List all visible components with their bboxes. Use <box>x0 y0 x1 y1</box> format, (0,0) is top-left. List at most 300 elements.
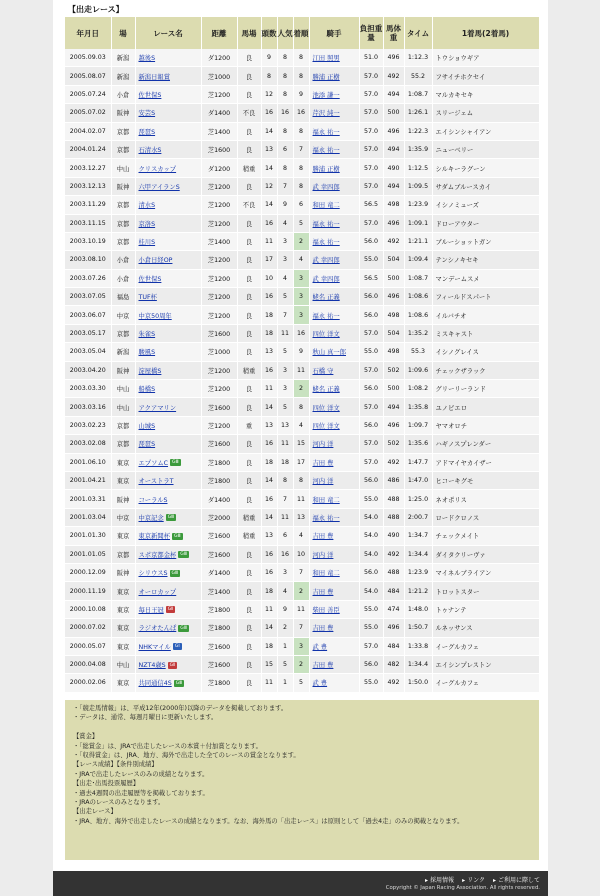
table-row <box>65 490 539 508</box>
jockey-link[interactable]: 福永 祐一 <box>312 312 340 320</box>
jockey-cell <box>309 324 359 342</box>
footer-links <box>417 875 540 884</box>
place-cell: 3 <box>293 306 309 324</box>
distance-cell: 芝1600 <box>201 435 237 453</box>
track-condition-cell: 良 <box>237 343 261 361</box>
weight-cell: 55.0 <box>359 251 383 269</box>
body-weight-cell: 492 <box>383 545 404 563</box>
race-name-cell <box>135 159 201 177</box>
track-condition-cell: 稍重 <box>237 361 261 379</box>
jockey-link[interactable]: 武 幸四郎 <box>312 275 340 283</box>
popularity-cell: 3 <box>277 251 293 269</box>
race-link[interactable]: 共同通信4S <box>138 680 172 688</box>
footer-link[interactable] <box>462 877 485 884</box>
time-cell: 1:12.5 <box>404 159 432 177</box>
track-condition-cell: 不良 <box>237 104 261 122</box>
distance-cell: 芝1800 <box>201 619 237 637</box>
table-row <box>65 49 539 67</box>
body-weight-cell: 504 <box>383 251 404 269</box>
note-line: 【出走･出馬投票履歴】 <box>73 780 140 788</box>
column-header-race: レース名 <box>135 17 201 49</box>
place-cell: 3 <box>293 637 309 655</box>
column-header-winner: 1着馬(2着馬) <box>432 17 539 49</box>
weight-cell: 55.0 <box>359 600 383 618</box>
venue-cell: 新潟 <box>111 343 135 361</box>
race-link[interactable]: NHKマイル <box>138 643 171 651</box>
race-link[interactable]: NZT4歳S <box>138 662 166 670</box>
jockey-link[interactable]: 石橋 守 <box>312 367 334 375</box>
time-cell: 1:21.2 <box>404 582 432 600</box>
date-cell: 2003.02.23 <box>65 416 111 434</box>
race-link[interactable]: 京洛S <box>138 220 156 228</box>
note-line: ・データは、通常、毎週月曜日に更新いたします。 <box>73 714 218 722</box>
date-cell: 2005.07.02 <box>65 104 111 122</box>
column-header-distance: 距離 <box>201 17 237 49</box>
jockey-link[interactable]: 和田 竜二 <box>312 496 340 504</box>
jockey-cell <box>309 85 359 103</box>
venue-cell: 中山 <box>111 655 135 673</box>
place-cell: 4 <box>293 416 309 434</box>
weight-cell: 55.0 <box>359 619 383 637</box>
place-cell: 5 <box>293 674 309 692</box>
race-link[interactable]: 小倉日経OP <box>138 257 173 265</box>
time-cell: 55.3 <box>404 343 432 361</box>
time-cell: 1:23.9 <box>404 563 432 581</box>
popularity-cell: 8 <box>277 159 293 177</box>
jockey-link[interactable]: 江田 照男 <box>312 55 340 63</box>
popularity-cell: 7 <box>277 177 293 195</box>
weight-cell: 56.5 <box>359 269 383 287</box>
table-row <box>65 380 539 398</box>
track-condition-cell: 良 <box>237 655 261 673</box>
table-row <box>65 453 539 471</box>
weight-cell: 57.0 <box>359 85 383 103</box>
popularity-cell: 4 <box>277 214 293 232</box>
race-link[interactable]: 越後S <box>138 55 156 63</box>
body-weight-cell: 492 <box>383 453 404 471</box>
column-header-venue: 場 <box>111 17 135 49</box>
body-weight-cell: 490 <box>383 527 404 545</box>
race-link[interactable]: シリウスS <box>138 570 168 578</box>
body-weight-cell: 494 <box>383 140 404 158</box>
place-cell: 17 <box>293 453 309 471</box>
runners-cell: 18 <box>261 306 277 324</box>
track-condition-cell: 良 <box>237 582 261 600</box>
race-link[interactable]: スポ京都金杯 <box>138 551 177 559</box>
date-cell: 2001.01.30 <box>65 527 111 545</box>
winner-cell: ドローアウター <box>432 214 539 232</box>
venue-cell: 小倉 <box>111 251 135 269</box>
place-cell: 3 <box>293 288 309 306</box>
winner-cell: フィールドスパート <box>432 288 539 306</box>
distance-cell: 芝1200 <box>201 85 237 103</box>
venue-cell: 東京 <box>111 471 135 489</box>
date-cell: 2003.10.19 <box>65 232 111 250</box>
footer-link-label: リンク <box>467 877 485 884</box>
body-weight-cell: 500 <box>383 269 404 287</box>
runners-cell: 11 <box>261 600 277 618</box>
jockey-link[interactable]: 福永 祐一 <box>312 514 340 522</box>
jockey-link[interactable]: 和田 竜二 <box>312 570 340 578</box>
jockey-cell <box>309 490 359 508</box>
race-link[interactable]: 中京記念 <box>138 514 164 522</box>
jockey-cell <box>309 343 359 361</box>
column-header-time: タイム <box>404 17 432 49</box>
distance-cell: 芝1200 <box>201 214 237 232</box>
date-cell: 2000.02.06 <box>65 674 111 692</box>
race-name-cell <box>135 453 201 471</box>
track-condition-cell: 稍重 <box>237 527 261 545</box>
race-link[interactable]: 山城S <box>138 423 156 430</box>
note-line: 【レース成績】【条件別成績】 <box>73 761 158 769</box>
time-cell: 1:09.1 <box>404 214 432 232</box>
table-body <box>65 49 539 692</box>
runners-cell: 16 <box>261 545 277 563</box>
footer <box>53 871 548 896</box>
race-name-cell <box>135 398 201 416</box>
race-link[interactable]: クリスカップ <box>138 165 177 173</box>
time-cell: 1:33.8 <box>404 637 432 655</box>
jockey-link[interactable]: 河内 洋 <box>312 441 334 449</box>
jockey-link[interactable]: 吉田 豊 <box>312 662 334 670</box>
grade-badge: GⅠ <box>174 644 180 650</box>
venue-cell: 新潟 <box>111 49 135 67</box>
race-link[interactable]: 駿風S <box>138 349 156 357</box>
date-cell: 2000.11.19 <box>65 582 111 600</box>
distance-cell: 芝1600 <box>201 527 237 545</box>
jockey-cell <box>309 232 359 250</box>
race-link[interactable]: 清水S <box>138 202 156 210</box>
note-line: 【出走レース】 <box>73 808 117 816</box>
race-link[interactable]: 東京新聞杯 <box>138 533 170 541</box>
time-cell: 1:25.0 <box>404 490 432 508</box>
race-link[interactable]: 佐世保S <box>138 91 162 99</box>
runners-cell: 14 <box>261 122 277 140</box>
race-name-cell <box>135 49 201 67</box>
jockey-link[interactable]: 四位 洋文 <box>312 331 340 339</box>
race-name-cell <box>135 563 201 581</box>
race-name-cell <box>135 269 201 287</box>
jockey-link[interactable]: 芹沢 純一 <box>312 110 340 118</box>
winner-cell: イルバチオ <box>432 306 539 324</box>
weight-cell: 56.0 <box>359 288 383 306</box>
jockey-cell <box>309 288 359 306</box>
table-row <box>65 582 539 600</box>
weight-cell: 57.0 <box>359 398 383 416</box>
copyright: Copyright © Japan Racing Association. All rights reserved. <box>385 885 540 891</box>
jockey-link[interactable]: 勝浦 正樹 <box>312 73 340 81</box>
date-cell: 2001.06.10 <box>65 453 111 471</box>
race-link[interactable]: ラジオたんぱ <box>138 625 177 633</box>
weight-cell: 56.0 <box>359 232 383 250</box>
jockey-cell <box>309 637 359 655</box>
jockey-link[interactable]: 蛯名 正義 <box>312 386 340 394</box>
runners-cell: 8 <box>261 67 277 85</box>
track-condition-cell: 良 <box>237 49 261 67</box>
body-weight-cell: 490 <box>383 159 404 177</box>
distance-cell: 芝1200 <box>201 269 237 287</box>
winner-cell: ダイタクリーヴァ <box>432 545 539 563</box>
jockey-link[interactable]: 和田 竜二 <box>312 202 340 210</box>
race-link[interactable]: TUF杯 <box>138 294 157 302</box>
venue-cell: 新潟 <box>111 67 135 85</box>
time-cell: 2:00.7 <box>404 508 432 526</box>
winner-cell: マイネルブライアン <box>432 563 539 581</box>
place-cell: 15 <box>293 435 309 453</box>
race-link[interactable]: 朱雀S <box>138 331 156 339</box>
time-cell: 1:21.1 <box>404 232 432 250</box>
runners-cell: 13 <box>261 527 277 545</box>
date-cell: 2003.03.30 <box>65 380 111 398</box>
table-row <box>65 361 539 379</box>
distance-cell: 芝1200 <box>201 288 237 306</box>
jockey-cell <box>309 545 359 563</box>
date-cell: 2003.08.10 <box>65 251 111 269</box>
jockey-link[interactable]: 河内 洋 <box>312 478 334 486</box>
popularity-cell: 3 <box>277 380 293 398</box>
distance-cell: 芝1800 <box>201 674 237 692</box>
race-link[interactable]: オーロカップ <box>138 588 177 596</box>
venue-cell: 東京 <box>111 674 135 692</box>
race-link[interactable]: 船橋S <box>138 386 156 394</box>
race-name-cell <box>135 471 201 489</box>
arrow-icon: ▸ <box>492 877 496 884</box>
winner-cell: ブルーショットガン <box>432 232 539 250</box>
weight-cell: 55.0 <box>359 343 383 361</box>
distance-cell: 芝1400 <box>201 232 237 250</box>
race-link[interactable]: コーラルS <box>138 496 168 504</box>
runners-cell: 18 <box>261 582 277 600</box>
distance-cell: 芝1400 <box>201 582 237 600</box>
race-link[interactable]: アクアマリン <box>138 404 177 412</box>
date-cell: 2004.01.24 <box>65 140 111 158</box>
distance-cell: 芝1600 <box>201 398 237 416</box>
time-cell: 1:35.2 <box>404 324 432 342</box>
race-link[interactable]: 琵琶S <box>138 128 156 136</box>
jockey-cell <box>309 416 359 434</box>
runners-cell: 17 <box>261 251 277 269</box>
race-name-cell <box>135 140 201 158</box>
weight-cell: 54.0 <box>359 582 383 600</box>
track-condition-cell: 良 <box>237 398 261 416</box>
venue-cell: 京都 <box>111 324 135 342</box>
track-condition-cell: 良 <box>237 324 261 342</box>
table-row <box>65 232 539 250</box>
winner-cell: アドマイヤカイザー <box>432 453 539 471</box>
table-row <box>65 563 539 581</box>
jockey-link[interactable]: 柴田 善臣 <box>312 606 340 614</box>
runners-cell: 11 <box>261 232 277 250</box>
place-cell: 10 <box>293 545 309 563</box>
column-header-jockey: 騎手 <box>309 17 359 49</box>
date-cell: 2000.12.09 <box>65 563 111 581</box>
body-weight-cell: 494 <box>383 398 404 416</box>
track-condition-cell: 良 <box>237 545 261 563</box>
track-condition-cell: 良 <box>237 251 261 269</box>
distance-cell: 芝1200 <box>201 196 237 214</box>
footer-link[interactable] <box>425 877 454 884</box>
race-link[interactable]: 六甲アイランS <box>138 183 180 191</box>
jockey-link[interactable]: 武 豊 <box>312 680 328 688</box>
race-name-cell <box>135 508 201 526</box>
weight-cell: 51.0 <box>359 49 383 67</box>
popularity-cell: 5 <box>277 398 293 416</box>
track-condition-cell: 良 <box>237 122 261 140</box>
jockey-link[interactable]: 福永 祐一 <box>312 128 340 136</box>
venue-cell: 東京 <box>111 637 135 655</box>
race-link[interactable]: 佐世保S <box>138 275 162 283</box>
jockey-link[interactable]: 蛯名 正義 <box>312 294 340 302</box>
race-link[interactable]: 中京50周年 <box>138 312 172 320</box>
date-cell: 2003.12.13 <box>65 177 111 195</box>
column-header-pop: 人気 <box>277 17 293 49</box>
race-link[interactable]: 石清水S <box>138 147 162 155</box>
distance-cell: 芝1200 <box>201 251 237 269</box>
jockey-link[interactable]: 秋山 真一郎 <box>312 349 346 357</box>
track-condition-cell: 良 <box>237 435 261 453</box>
popularity-cell: 3 <box>277 232 293 250</box>
winner-cell: イーグルカフェ <box>432 637 539 655</box>
track-condition-cell: 良 <box>237 380 261 398</box>
distance-cell: 芝1200 <box>201 416 237 434</box>
runners-cell: 14 <box>261 619 277 637</box>
time-cell: 1:09.7 <box>404 416 432 434</box>
venue-cell: 京都 <box>111 545 135 563</box>
race-name-cell <box>135 177 201 195</box>
table-row <box>65 177 539 195</box>
distance-cell: 芝1000 <box>201 343 237 361</box>
weight-cell: 57.0 <box>359 637 383 655</box>
popularity-cell: 1 <box>277 637 293 655</box>
race-link[interactable]: 琵琶S <box>138 441 156 449</box>
jockey-link[interactable]: 四位 洋文 <box>312 423 340 430</box>
race-name-cell <box>135 122 201 140</box>
race-link[interactable]: 安芸S <box>138 110 156 118</box>
race-link[interactable]: 毎日王冠 <box>138 606 164 614</box>
jockey-link[interactable]: 吉田 豊 <box>312 533 334 541</box>
race-name-cell <box>135 655 201 673</box>
weight-cell: 56.0 <box>359 416 383 434</box>
runners-cell: 16 <box>261 288 277 306</box>
distance-cell: ダ1400 <box>201 104 237 122</box>
venue-cell: 阪神 <box>111 361 135 379</box>
jockey-cell <box>309 122 359 140</box>
weight-cell: 57.0 <box>359 435 383 453</box>
race-name-cell <box>135 251 201 269</box>
footer-link[interactable] <box>493 877 540 884</box>
distance-cell: ダ1400 <box>201 490 237 508</box>
race-name-cell <box>135 619 201 637</box>
runners-cell: 9 <box>261 49 277 67</box>
jockey-link[interactable]: 武 豊 <box>312 643 328 651</box>
weight-cell: 54.0 <box>359 508 383 526</box>
distance-cell: 芝2000 <box>201 508 237 526</box>
race-link[interactable]: エプソムC <box>138 459 169 467</box>
weight-cell: 56.0 <box>359 471 383 489</box>
jockey-cell <box>309 471 359 489</box>
venue-cell: 京都 <box>111 122 135 140</box>
distance-cell: 芝1200 <box>201 177 237 195</box>
date-cell: 2003.11.15 <box>65 214 111 232</box>
popularity-cell: 9 <box>277 600 293 618</box>
time-cell: 1:09.5 <box>404 177 432 195</box>
race-name-cell <box>135 324 201 342</box>
jockey-cell <box>309 398 359 416</box>
runners-cell: 10 <box>261 269 277 287</box>
track-condition-cell: 良 <box>237 490 261 508</box>
venue-cell: 小倉 <box>111 85 135 103</box>
venue-cell: 東京 <box>111 619 135 637</box>
jockey-cell <box>309 177 359 195</box>
jockey-cell <box>309 508 359 526</box>
jockey-link[interactable]: 四位 洋文 <box>312 404 340 412</box>
date-cell: 2001.01.05 <box>65 545 111 563</box>
winner-cell: フサイチホクセイ <box>432 67 539 85</box>
weight-cell: 57.0 <box>359 177 383 195</box>
jockey-link[interactable]: 福永 祐一 <box>312 239 340 247</box>
jockey-link[interactable]: 武 幸四郎 <box>312 183 340 191</box>
jockey-link[interactable]: 池添 謙一 <box>312 91 340 99</box>
jockey-link[interactable]: 福永 祐一 <box>312 220 340 228</box>
venue-cell: 京都 <box>111 416 135 434</box>
date-cell: 2003.12.27 <box>65 159 111 177</box>
winner-cell: ユノピエロ <box>432 398 539 416</box>
body-weight-cell: 488 <box>383 563 404 581</box>
race-link[interactable]: 淀屋橋S <box>138 367 162 375</box>
runners-cell: 16 <box>261 361 277 379</box>
place-cell: 4 <box>293 251 309 269</box>
jockey-link[interactable]: 吉田 豊 <box>312 588 334 596</box>
time-cell: 1:35.6 <box>404 435 432 453</box>
jockey-cell <box>309 49 359 67</box>
jockey-link[interactable]: 吉田 豊 <box>312 625 334 633</box>
popularity-cell: 11 <box>277 435 293 453</box>
jockey-cell <box>309 582 359 600</box>
track-condition-cell: 良 <box>237 674 261 692</box>
winner-cell: テンシノキセキ <box>432 251 539 269</box>
jockey-link[interactable]: 武 幸四郎 <box>312 257 340 265</box>
jockey-link[interactable]: 河内 洋 <box>312 551 334 559</box>
winner-cell: トゥナンテ <box>432 600 539 618</box>
jockey-link[interactable]: 福永 祐一 <box>312 147 340 155</box>
track-condition-cell: 良 <box>237 306 261 324</box>
body-weight-cell: 492 <box>383 674 404 692</box>
note-line: ・JRAのレースのみとなります。 <box>73 799 165 807</box>
jockey-link[interactable]: 吉田 豊 <box>312 459 334 467</box>
race-link[interactable]: オーストラT <box>138 478 174 486</box>
race-name-cell <box>135 380 201 398</box>
runners-cell: 18 <box>261 453 277 471</box>
table-row <box>65 398 539 416</box>
table-row <box>65 159 539 177</box>
distance-cell: 芝1600 <box>201 655 237 673</box>
jockey-link[interactable]: 勝浦 正樹 <box>312 165 340 173</box>
race-link[interactable]: 新潟日報賞 <box>138 73 170 81</box>
venue-cell: 福島 <box>111 288 135 306</box>
grade-badge: GⅢ <box>171 570 179 576</box>
grade-badge: GⅡ <box>167 607 174 613</box>
place-cell: 9 <box>293 85 309 103</box>
race-link[interactable]: 桂川S <box>138 239 156 247</box>
arrow-icon: ▸ <box>462 877 466 884</box>
runners-cell: 12 <box>261 85 277 103</box>
venue-cell: 阪神 <box>111 104 135 122</box>
popularity-cell: 5 <box>277 288 293 306</box>
venue-cell: 東京 <box>111 527 135 545</box>
place-cell: 2 <box>293 582 309 600</box>
body-weight-cell: 486 <box>383 471 404 489</box>
jockey-cell <box>309 361 359 379</box>
